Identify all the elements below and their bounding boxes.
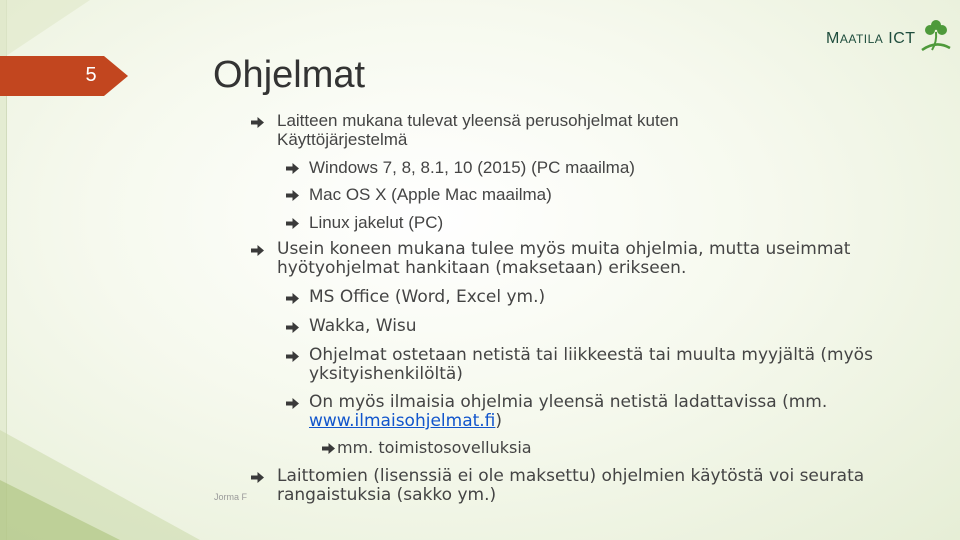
arrow-bullet-icon (286, 351, 299, 362)
bullet-line: Laittomien (lisenssiä ei ole maksettu) ohjelmien käytöstä voi seurata (277, 466, 865, 486)
arrow-bullet-icon (286, 218, 299, 229)
bullet-line: MS Office (Word, Excel ym.) (309, 287, 546, 307)
bullet-line: Käyttöjärjestelmä (277, 130, 408, 149)
bullet-line: yksityishenkilöltä) (309, 364, 463, 384)
bullet-line: hyötyohjelmat hankitaan (maksetaan) erikseen. (277, 258, 687, 278)
bullet-line: Laitteen mukana tulevat yleensä perusohjelmat kuten (277, 111, 679, 130)
maatila-ict-logo (824, 16, 952, 56)
bullet-line: Linux jakelut (PC) (309, 213, 444, 232)
arrow-bullet-icon (251, 472, 264, 483)
slide-number-band (0, 56, 128, 96)
bullet-line: Usein koneen mukana tulee myös muita ohjelmia, mutta useimmat (277, 239, 851, 259)
bullet-line: mm. toimistosovelluksia (337, 438, 532, 457)
arrow-bullet-icon (251, 245, 264, 256)
bullet-line: Windows 7, 8, 8.1, 10 (2015) (PC maailma) (309, 158, 635, 177)
bullet-line: Mac OS X (Apple Mac maailma) (309, 185, 552, 204)
bullet-line: www.ilmaisohjelmat.fi) (309, 411, 503, 431)
bullet-line: rangaistuksia (sakko ym.) (277, 485, 497, 505)
clover-icon (920, 16, 952, 56)
arrow-bullet-icon (286, 398, 299, 409)
arrow-bullet-icon (286, 163, 299, 174)
slide-title: Ohjelmat (213, 54, 366, 96)
logo-text: MAATILA ICT (826, 30, 916, 47)
arrow-bullet-icon (322, 443, 335, 454)
bullet-line: Ohjelmat ostetaan netistä tai liikkeestä tai muulta myyjältä (myös (309, 345, 873, 365)
ilmaisohjelmat-link[interactable]: www.ilmaisohjelmat.fi (309, 411, 496, 431)
arrow-bullet-icon (286, 293, 299, 304)
arrow-bullet-icon (251, 117, 264, 128)
arrow-bullet-icon (286, 322, 299, 333)
slide-number: 5 (85, 64, 97, 86)
arrow-bullet-icon (286, 190, 299, 201)
footer-author: Jorma F (214, 492, 248, 502)
bullet-line: On myös ilmaisia ohjelmia yleensä netistä ladattavissa (mm. (309, 392, 828, 412)
bullet-line: Wakka, Wisu (309, 316, 417, 336)
